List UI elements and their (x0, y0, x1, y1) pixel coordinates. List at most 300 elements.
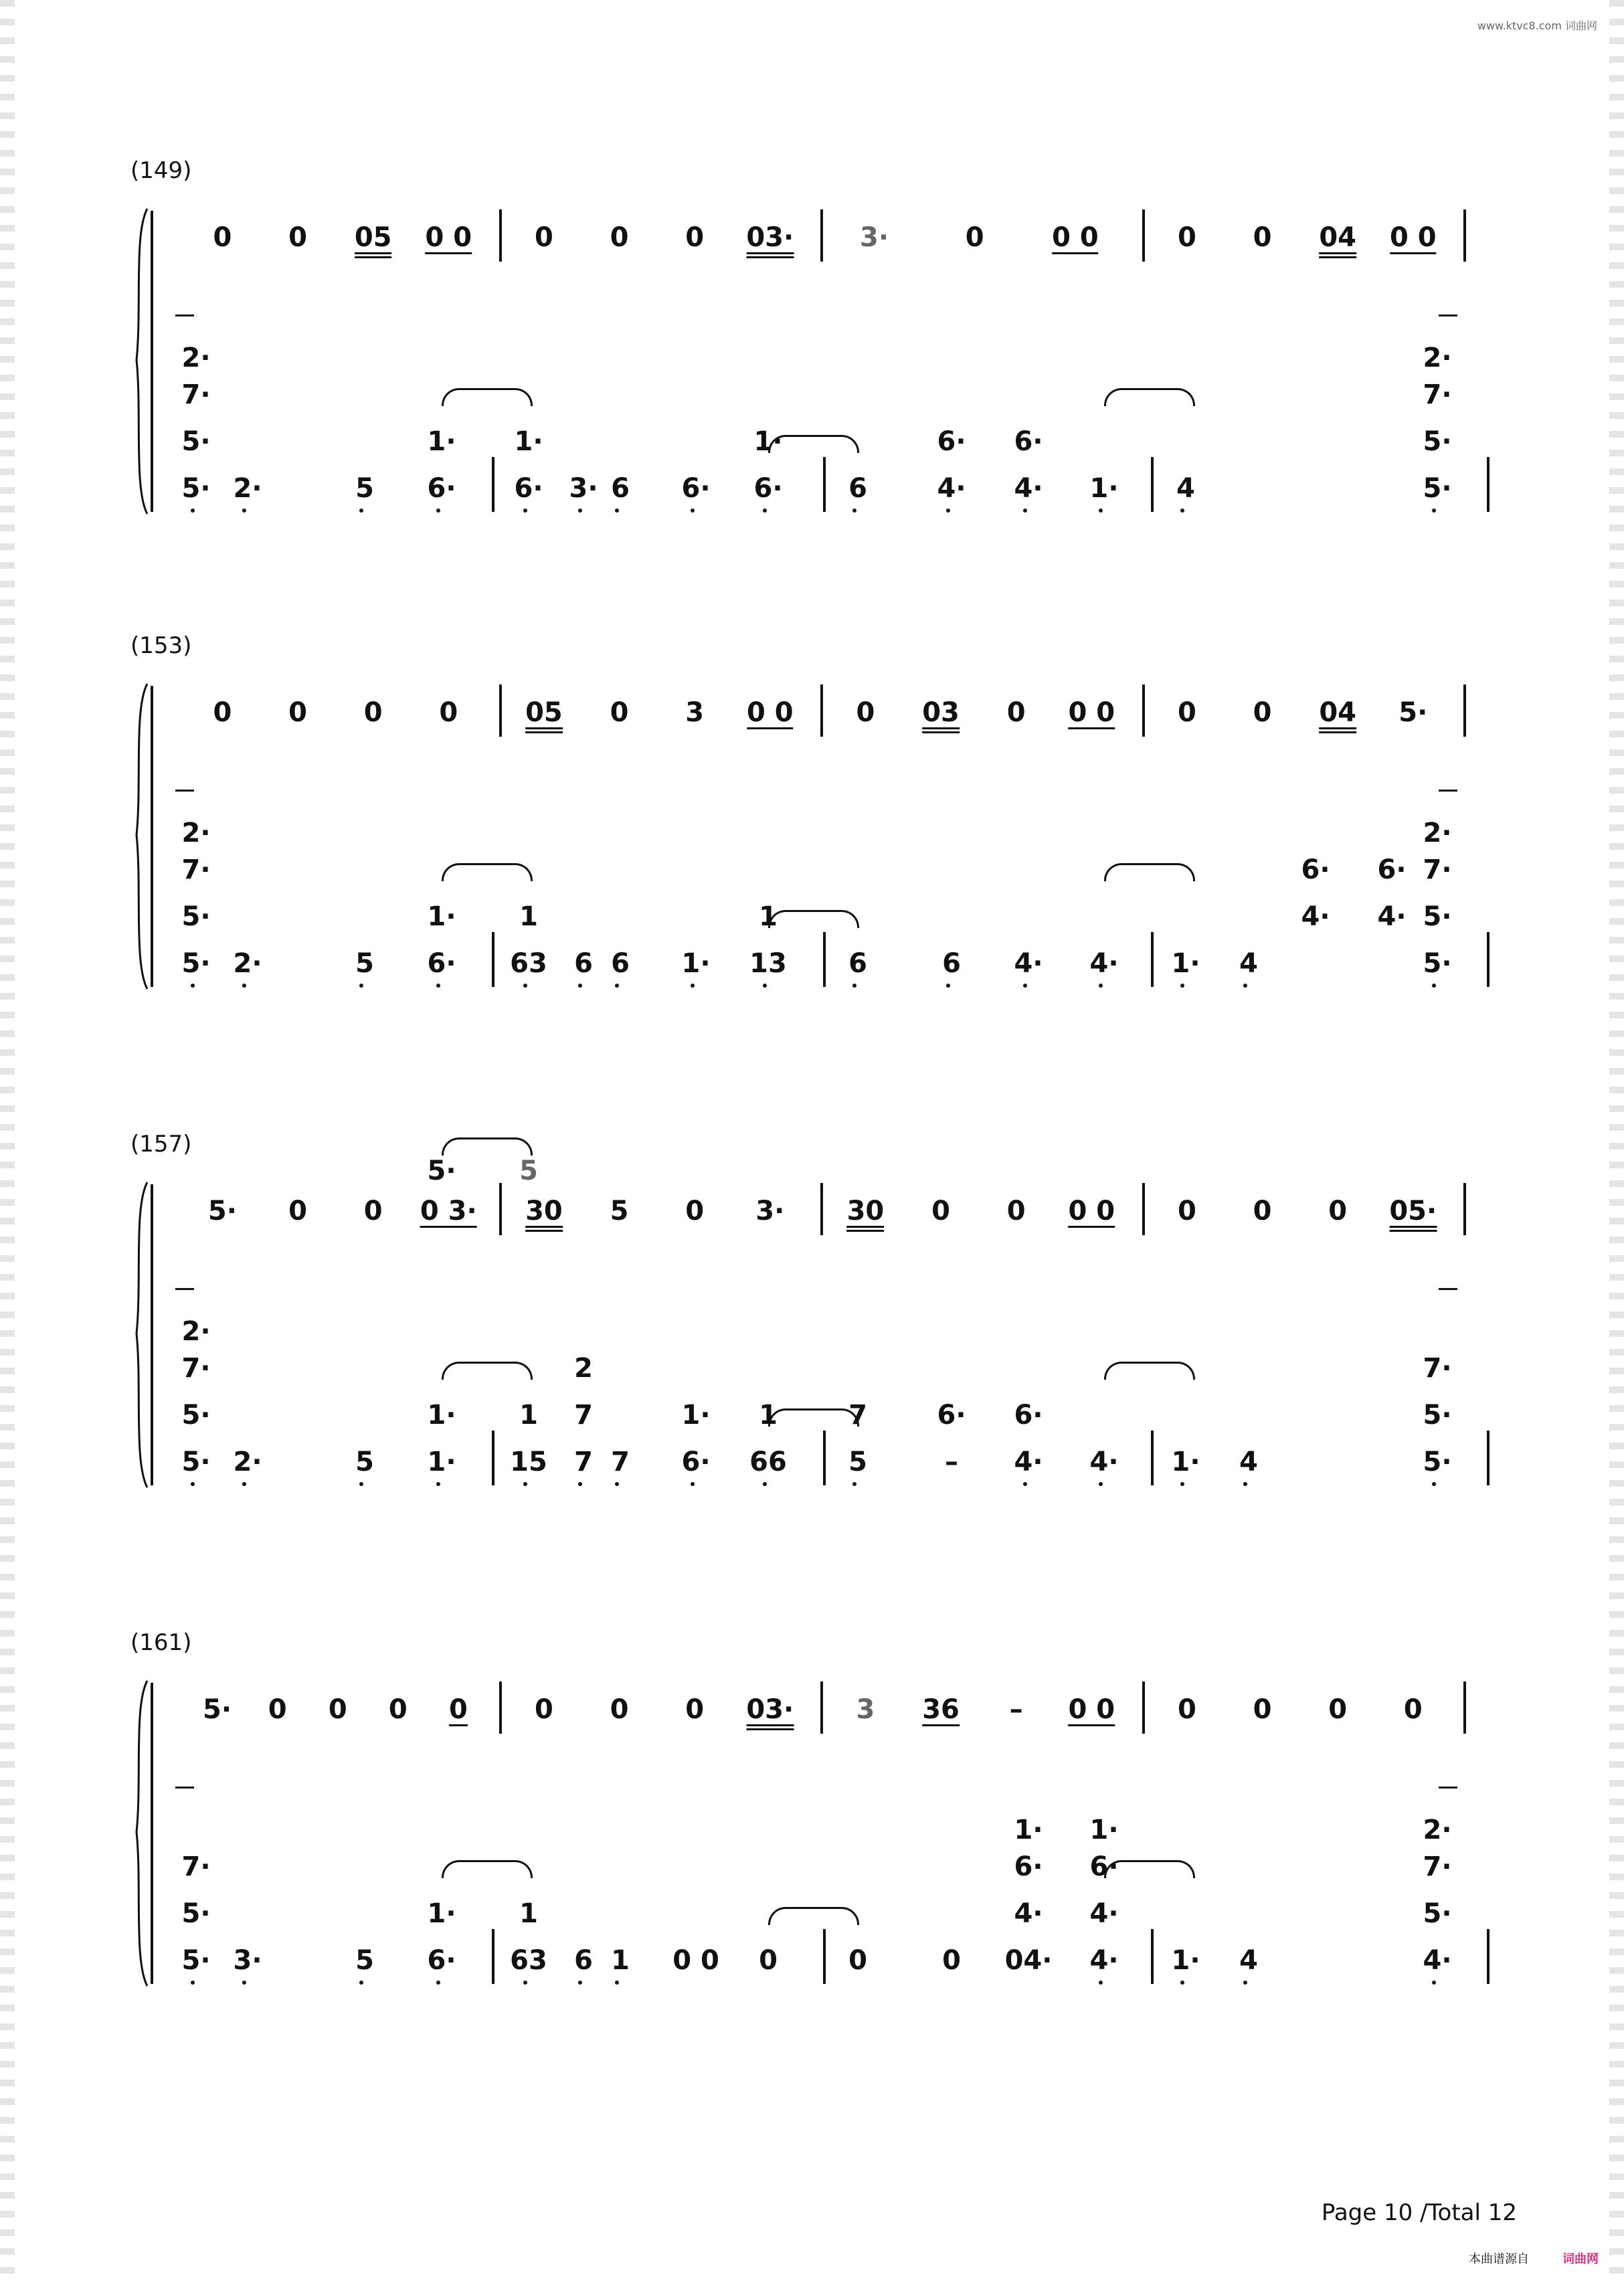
bass-note: 66 (749, 1447, 787, 1477)
barline (823, 457, 826, 512)
bass-note: 6· (753, 473, 783, 504)
octave-dot (1023, 984, 1027, 988)
treble-note: 5· (1399, 697, 1428, 728)
octave-dot (242, 1981, 246, 1985)
bass-note: 2· (181, 343, 211, 373)
bass-note: 5· (1423, 1447, 1452, 1477)
bass-note: 4· (1089, 948, 1119, 979)
barline (1463, 209, 1466, 262)
bass-note: 5· (1423, 426, 1452, 457)
treble-note: 0 (1328, 1694, 1348, 1725)
bass-note: 1· (1171, 1447, 1200, 1477)
barline (1142, 1681, 1145, 1734)
bass-note: 6· (427, 473, 456, 504)
continuation-hook (175, 1288, 194, 1299)
bass-note: 4· (1089, 1447, 1119, 1477)
music-system (0, 1629, 1624, 2037)
barline (820, 1681, 823, 1734)
bass-note: 7 (848, 1400, 867, 1431)
treble-note: 0 (1253, 697, 1272, 728)
bass-note: 5 (355, 948, 374, 979)
barline (820, 684, 823, 737)
bass-note: 6· (427, 1945, 456, 1976)
octave-dot (1432, 1482, 1436, 1486)
octave-dot (852, 1482, 856, 1486)
treble-note: 0 (685, 222, 705, 253)
bass-note: 6 (942, 948, 961, 979)
bass-note: 5· (181, 1898, 211, 1929)
barline (1487, 1431, 1490, 1485)
bass-note: 63 (510, 948, 547, 979)
bass-note: 4· (1423, 1945, 1452, 1976)
octave-dot (1432, 1981, 1436, 1985)
treble-note: 0 3· (420, 1196, 477, 1226)
bass-note: 3· (233, 1945, 262, 1976)
octave-dot (242, 1482, 246, 1486)
treble-note: 0 (449, 1694, 468, 1725)
tie-arc (442, 1137, 533, 1156)
bass-note: 5· (181, 1447, 211, 1477)
octave-dot (1099, 509, 1103, 513)
treble-note: 3· (860, 222, 889, 253)
bass-note: 4· (937, 473, 966, 504)
treble-note: 0 (1328, 1196, 1348, 1226)
bass-note: 2· (1423, 818, 1452, 848)
bass-note: 2· (233, 473, 262, 504)
bass-note: 5· (181, 473, 211, 504)
treble-note: 0 (213, 697, 232, 728)
bass-note: – (945, 1447, 958, 1477)
treble-note: 0 (363, 697, 383, 728)
barline (1463, 1681, 1466, 1734)
bass-note: 6· (514, 473, 543, 504)
bass-note: 4· (1014, 1447, 1043, 1477)
octave-dot (523, 1482, 527, 1486)
bass-note: 1· (753, 426, 783, 457)
barline (1151, 1431, 1154, 1485)
bass-note: 1 (519, 901, 538, 932)
octave-dot (523, 984, 527, 988)
bass-note: 15 (510, 1447, 547, 1477)
octave-dot (359, 984, 363, 988)
bass-note: 5· (181, 948, 211, 979)
octave-dot (578, 1482, 582, 1486)
octave-dot (578, 509, 582, 513)
barline (492, 457, 494, 512)
tie-arc (442, 863, 533, 881)
treble-upper-note: 5· (427, 1156, 456, 1186)
treble-note: 0 0 (425, 222, 472, 253)
bass-note: 1· (514, 426, 543, 457)
treble-note: 0 0 (746, 697, 794, 728)
bass-note: 6 (574, 1945, 593, 1976)
treble-note: – (1009, 1694, 1023, 1725)
barline (1151, 932, 1154, 987)
octave-dot (691, 984, 695, 988)
bass-note: 5 (355, 1447, 374, 1477)
bass-note: 1· (427, 1400, 456, 1431)
octave-dot (1023, 509, 1027, 513)
bass-note: 1 (519, 1898, 538, 1929)
octave-dot (852, 984, 856, 988)
continuation-hook (1439, 790, 1457, 801)
tie-arc (768, 435, 859, 453)
treble-note: 3· (755, 1196, 785, 1226)
treble-note: 0 (1177, 222, 1196, 253)
bass-note: 6· (1301, 854, 1330, 885)
treble-note: 0 (534, 1694, 553, 1725)
octave-dot (523, 1981, 527, 1985)
bass-note: 2· (1423, 343, 1452, 373)
bass-note: 7· (1423, 1353, 1452, 1384)
tie-arc (1104, 1860, 1195, 1878)
bass-note: 1· (427, 901, 456, 932)
octave-dot (191, 984, 195, 988)
bass-note: 7 (574, 1447, 593, 1477)
bass-note: 4· (1377, 901, 1407, 932)
barline (1151, 457, 1154, 512)
octave-dot (436, 984, 440, 988)
bass-note: 7· (1423, 1851, 1452, 1882)
treble-note: 0 (288, 697, 307, 728)
page-number: Page 10 /Total 12 (1321, 2199, 1517, 2226)
bass-note: 7 (574, 1400, 593, 1431)
stamp-source-label: 本曲谱源自 (1469, 2252, 1529, 2266)
bass-note: 5· (181, 1400, 211, 1431)
measure-number: (157) (130, 1131, 192, 1158)
treble-note: 0 (1253, 1196, 1272, 1226)
bass-note: 4 (1239, 1447, 1258, 1477)
bass-note: 7· (181, 1353, 211, 1384)
measure-number: (153) (130, 632, 192, 659)
bass-note: 3· (569, 473, 598, 504)
bass-note: 1· (681, 948, 711, 979)
bass-note: 4 (1239, 948, 1258, 979)
octave-dot (1180, 509, 1184, 513)
bass-note: 7 (611, 1447, 630, 1477)
grand-staff-brace (130, 207, 150, 515)
octave-dot (1099, 1482, 1103, 1486)
octave-dot (191, 1482, 195, 1486)
treble-note: 03· (746, 222, 794, 253)
bass-note: 5· (1423, 1898, 1452, 1929)
octave-dot (359, 1981, 363, 1985)
site-watermark: www.ktvc8.com 词曲网 (1477, 19, 1597, 32)
bass-note: 0 0 (672, 1945, 719, 1976)
tie-arc (442, 1860, 533, 1878)
bass-note: 6 (848, 948, 867, 979)
treble-note: 5 (610, 1196, 629, 1226)
tie-arc (768, 910, 859, 928)
octave-dot (436, 509, 440, 513)
bass-note: 4 (1176, 473, 1195, 504)
barline (492, 932, 494, 987)
treble-note: 0 (213, 222, 232, 253)
grand-staff-brace (130, 1181, 150, 1489)
treble-note: 0 (1253, 222, 1272, 253)
barline (499, 1681, 502, 1734)
bass-note: 2 (574, 1353, 593, 1384)
bass-note: 6· (937, 1400, 966, 1431)
octave-dot (436, 1482, 440, 1486)
tie-arc (768, 1907, 859, 1925)
system-start-barline (151, 686, 153, 987)
treble-note: 0 (268, 1694, 287, 1725)
bass-note: 7· (1423, 379, 1452, 410)
bass-note: 5· (1423, 901, 1452, 932)
tie-arc (1104, 1362, 1195, 1380)
octave-dot (615, 1482, 619, 1486)
treble-note: 0 (610, 1694, 629, 1725)
barline (1487, 457, 1490, 512)
octave-dot (191, 509, 195, 513)
treble-note: 05 (354, 222, 392, 253)
treble-note: 0 (363, 1196, 383, 1226)
barline (1142, 684, 1145, 737)
music-system (0, 157, 1624, 565)
bass-note: 6· (1014, 426, 1043, 457)
bass-note: 5· (1423, 948, 1452, 979)
bass-note: 1 (759, 1400, 778, 1431)
bass-note: 1 (611, 1945, 630, 1976)
system-start-barline (151, 211, 153, 512)
treble-note: 0 (856, 697, 875, 728)
treble-note: 3 (856, 1694, 875, 1725)
bass-note: 6 (611, 473, 630, 504)
treble-note: 0 (288, 1196, 307, 1226)
treble-note: 36 (922, 1694, 960, 1725)
treble-note: 5· (207, 1196, 237, 1226)
treble-note: 0 (1253, 1694, 1272, 1725)
barline (820, 209, 823, 262)
bass-note: 1· (1014, 1815, 1043, 1845)
grand-staff-brace (130, 1679, 150, 1987)
treble-note: 0 0 (1052, 222, 1099, 253)
barline (1487, 1929, 1490, 1984)
treble-note: 04 (1319, 222, 1356, 253)
bass-note: 0 (848, 1945, 867, 1976)
octave-dot (1023, 1482, 1027, 1486)
bass-note: 0 (759, 1945, 778, 1976)
octave-dot (1432, 984, 1436, 988)
bass-note: 5 (355, 473, 374, 504)
treble-note: 0 (288, 222, 307, 253)
octave-dot (191, 1981, 195, 1985)
bass-note: 04· (1004, 1945, 1053, 1976)
bass-note: 1· (1089, 1815, 1119, 1845)
continuation-hook (1439, 1787, 1457, 1798)
continuation-hook (1439, 1288, 1457, 1299)
bass-note: 2· (181, 818, 211, 848)
octave-dot (242, 984, 246, 988)
bass-note: 7· (181, 1851, 211, 1882)
barline (1142, 1183, 1145, 1235)
octave-dot (523, 509, 527, 513)
bass-note: 7· (181, 854, 211, 885)
bass-note: 1· (427, 1447, 456, 1477)
octave-dot (1180, 984, 1184, 988)
octave-dot (946, 984, 950, 988)
treble-note: 0 (439, 697, 458, 728)
treble-note: 03 (922, 697, 960, 728)
barline (499, 684, 502, 737)
barline (492, 1929, 494, 1984)
bass-note: 7· (1423, 854, 1452, 885)
octave-dot (1432, 509, 1436, 513)
bass-note: 4· (1089, 1945, 1119, 1976)
tie-arc (1104, 388, 1195, 406)
treble-note: 0 (931, 1196, 950, 1226)
octave-dot (1099, 984, 1103, 988)
bass-note: 4· (1301, 901, 1330, 932)
grand-staff-brace (130, 682, 150, 990)
bass-note: 5· (181, 1945, 211, 1976)
treble-note: 5· (203, 1694, 232, 1725)
octave-dot (1243, 984, 1247, 988)
treble-note: 03· (746, 1694, 794, 1725)
treble-note: 05· (1389, 1196, 1437, 1226)
treble-upper-note: 5 (519, 1156, 538, 1186)
continuation-hook (175, 1787, 194, 1798)
tie-arc (442, 1362, 533, 1380)
octave-dot (1243, 1981, 1247, 1985)
octave-dot (578, 1981, 582, 1985)
measure-number: (161) (130, 1629, 192, 1656)
bass-note: 5 (848, 1447, 867, 1477)
bass-note: 4· (1014, 1898, 1043, 1929)
treble-note: 0 (1403, 1694, 1423, 1725)
stamp-site-label: 词曲网 (1562, 2252, 1599, 2266)
treble-note: 0 (610, 222, 629, 253)
treble-note: 0 0 (1389, 222, 1437, 253)
octave-dot (436, 1981, 440, 1985)
barline (823, 1431, 826, 1485)
treble-note: 30 (846, 1196, 885, 1226)
treble-note: 0 (1177, 1694, 1196, 1725)
bass-note: 4· (1014, 473, 1043, 504)
bass-note: 1· (1171, 1945, 1200, 1976)
octave-dot (1180, 1482, 1184, 1486)
bass-note: 13 (749, 948, 787, 979)
bass-note: 2· (233, 1447, 262, 1477)
barline (1463, 684, 1466, 737)
barline (820, 1183, 823, 1235)
octave-dot (852, 509, 856, 513)
barline (1151, 1929, 1154, 1984)
bass-note: 5· (1423, 473, 1452, 504)
octave-dot (763, 509, 767, 513)
bass-note: 63 (510, 1945, 547, 1976)
treble-note: 0 (685, 1196, 705, 1226)
bass-note: 6· (681, 473, 711, 504)
bass-note: 1 (759, 901, 778, 932)
octave-dot (615, 1981, 619, 1985)
continuation-hook (1439, 314, 1457, 326)
barline (1463, 1183, 1466, 1235)
continuation-hook (175, 314, 194, 326)
bass-note: 6· (1089, 1851, 1119, 1882)
bass-note: 5· (1423, 1400, 1452, 1431)
bass-note: 2· (1423, 1815, 1452, 1845)
system-start-barline (151, 1184, 153, 1485)
treble-note: 0 (1006, 697, 1026, 728)
treble-note: 0 0 (1068, 1196, 1115, 1226)
bass-note: 6 (611, 948, 630, 979)
tie-arc (442, 388, 533, 406)
bass-note: 1· (1089, 473, 1119, 504)
system-start-barline (151, 1683, 153, 1984)
tie-arc (768, 1408, 859, 1427)
bass-note: 7· (181, 379, 211, 410)
octave-dot (1243, 1482, 1247, 1486)
barline (823, 1929, 826, 1984)
bass-note: 2· (233, 948, 262, 979)
bass-note: 4· (1014, 948, 1043, 979)
octave-dot (946, 509, 950, 513)
treble-note: 0 0 (1068, 1694, 1115, 1725)
bass-note: 1· (427, 426, 456, 457)
treble-note: 05 (525, 697, 563, 728)
treble-note: 04 (1319, 697, 1356, 728)
bass-note: 1 (519, 1400, 538, 1431)
octave-dot (242, 509, 246, 513)
treble-note: 0 (388, 1694, 408, 1725)
treble-note: 0 (328, 1694, 347, 1725)
octave-dot (1099, 1981, 1103, 1985)
bass-note: 5 (355, 1945, 374, 1976)
octave-dot (691, 1482, 695, 1486)
barline (492, 1431, 494, 1485)
octave-dot (763, 984, 767, 988)
treble-note: 0 (1177, 697, 1196, 728)
octave-dot (615, 509, 619, 513)
bass-note: 6· (1014, 1851, 1043, 1882)
treble-note: 30 (525, 1196, 563, 1226)
octave-dot (359, 1482, 363, 1486)
bass-note: 6 (848, 473, 867, 504)
bass-note: 5· (181, 426, 211, 457)
treble-note: 3 (685, 697, 705, 728)
bass-note: 6· (681, 1447, 711, 1477)
bass-note: 6· (1014, 1400, 1043, 1431)
treble-note: 0 (685, 1694, 705, 1725)
treble-note: 0 (965, 222, 984, 253)
bass-note: 5· (181, 901, 211, 932)
bass-note: 6 (574, 948, 593, 979)
treble-note: 0 (534, 222, 553, 253)
tie-arc (1104, 863, 1195, 881)
barline (1142, 209, 1145, 262)
barline (823, 932, 826, 987)
octave-dot (615, 984, 619, 988)
music-system (0, 1131, 1624, 1539)
bass-note: 4· (1089, 1898, 1119, 1929)
bass-note: 1· (1171, 948, 1200, 979)
octave-dot (763, 1482, 767, 1486)
bass-note: 1· (427, 1898, 456, 1929)
bass-note: 6· (427, 948, 456, 979)
treble-note: 0 (1006, 1196, 1026, 1226)
barline (499, 209, 502, 262)
continuation-hook (175, 790, 194, 801)
measure-number: (149) (130, 157, 192, 184)
music-system (0, 632, 1624, 1040)
treble-note: 0 (610, 697, 629, 728)
barline (499, 1183, 502, 1235)
bass-note: 6· (937, 426, 966, 457)
octave-dot (578, 984, 582, 988)
bass-note: 1· (681, 1400, 711, 1431)
